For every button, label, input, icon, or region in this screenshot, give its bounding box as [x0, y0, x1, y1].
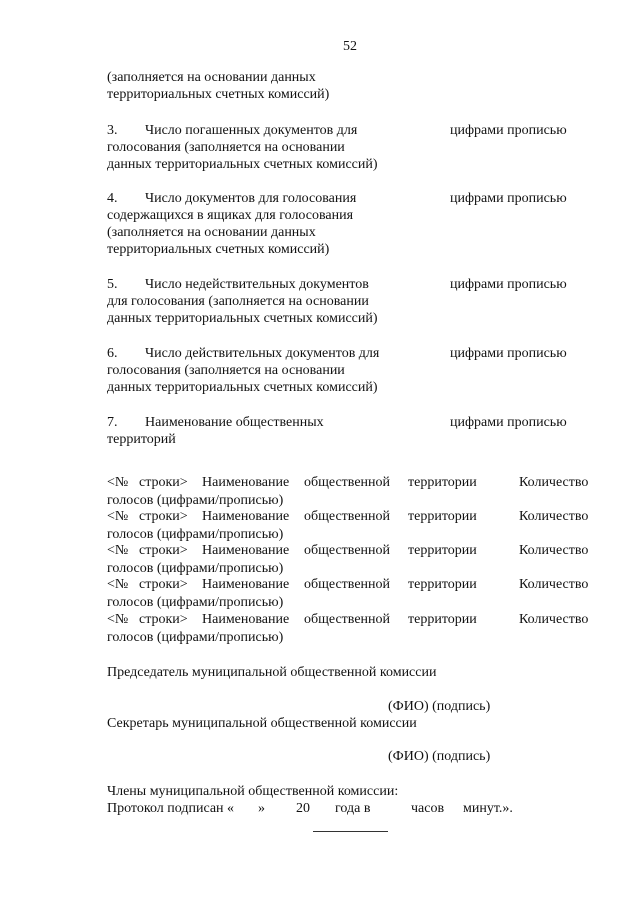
protocol-signed: Протокол подписан « [107, 801, 235, 816]
row-token: Наименование [202, 475, 290, 490]
row-token: территории [408, 475, 477, 490]
row-token: общественной [304, 577, 391, 592]
row-token: <№ [107, 475, 129, 490]
row-token: строки> [139, 612, 188, 627]
row-second-line: голосов (цифрами/прописью) [107, 527, 284, 542]
item-line: данных территориальных счетных комиссий) [107, 311, 378, 326]
page-number: 52 [343, 39, 357, 54]
item-right-label: цифрами прописью [450, 123, 567, 138]
item-right-label: цифрами прописью [450, 346, 567, 361]
row-second-line: голосов (цифрами/прописью) [107, 561, 284, 576]
row-token: территории [408, 612, 477, 627]
members-label: Члены муниципальной общественной комиссии: [107, 784, 399, 799]
item-line: для голосования (заполняется на основании [107, 294, 369, 309]
row-token: строки> [139, 475, 188, 490]
chair-fio-sign: (ФИО) (подпись) [388, 699, 491, 714]
item-line: данных территориальных счетных комиссий) [107, 157, 378, 172]
item-right-label: цифрами прописью [450, 277, 567, 292]
row-token: Наименование [202, 509, 290, 524]
item-line: содержащихся в ящиках для голосования [107, 208, 354, 223]
row-token: Наименование [202, 543, 290, 558]
row-token: строки> [139, 543, 188, 558]
item-first-line: Число погашенных документов для [145, 123, 358, 138]
item-right-label: цифрами прописью [450, 191, 567, 206]
row-token: <№ [107, 612, 129, 627]
row-token: Количество [519, 543, 589, 558]
secretary-fio-sign: (ФИО) (подпись) [388, 749, 491, 764]
row-token: Количество [519, 612, 589, 627]
row-token: Количество [519, 577, 589, 592]
row-token: строки> [139, 509, 188, 524]
row-token: общественной [304, 612, 391, 627]
row-token: территории [408, 509, 477, 524]
item-line: территорий [107, 432, 176, 447]
row-token: Количество [519, 509, 589, 524]
row-token: территории [408, 543, 477, 558]
intro-line: (заполняется на основании данных [107, 70, 316, 85]
row-second-line: голосов (цифрами/прописью) [107, 493, 284, 508]
item-line: голосования (заполняется на основании [107, 363, 345, 378]
row-token: Наименование [202, 612, 290, 627]
item-first-line: Число недействительных документов [145, 277, 369, 292]
chair-label: Председатель муниципальной общественной комиссии [107, 665, 437, 680]
item-number: 7. [107, 415, 118, 430]
item-line: территориальных счетных комиссий) [107, 242, 330, 257]
item-line: данных территориальных счетных комиссий) [107, 380, 378, 395]
item-first-line: Число документов для голосования [145, 191, 357, 206]
intro-line: территориальных счетных комиссий) [107, 87, 330, 102]
row-token: Количество [519, 475, 589, 490]
protocol-close-quote: » [258, 801, 265, 816]
row-token: <№ [107, 509, 129, 524]
row-token: <№ [107, 543, 129, 558]
row-second-line: голосов (цифрами/прописью) [107, 595, 284, 610]
row-token: строки> [139, 577, 188, 592]
row-token: общественной [304, 543, 391, 558]
row-token: Наименование [202, 577, 290, 592]
protocol-hours-label: часов [411, 801, 445, 816]
protocol-year-label: года в [335, 801, 371, 816]
item-first-line: Наименование общественных [145, 415, 324, 430]
row-token: общественной [304, 475, 391, 490]
protocol-minutes-label: минут.». [463, 801, 513, 816]
item-number: 6. [107, 346, 118, 361]
row-token: территории [408, 577, 477, 592]
row-token: <№ [107, 577, 129, 592]
item-number: 5. [107, 277, 118, 292]
secretary-label: Секретарь муниципальной общественной комиссии [107, 716, 417, 731]
item-number: 3. [107, 123, 118, 138]
closing-rule [313, 831, 388, 832]
row-token: общественной [304, 509, 391, 524]
protocol-year-prefix: 20 [296, 801, 310, 816]
row-second-line: голосов (цифрами/прописью) [107, 630, 284, 645]
item-line: (заполняется на основании данных [107, 225, 316, 240]
item-first-line: Число действительных документов для [145, 346, 380, 361]
item-right-label: цифрами прописью [450, 415, 567, 430]
item-line: голосования (заполняется на основании [107, 140, 345, 155]
item-number: 4. [107, 191, 118, 206]
